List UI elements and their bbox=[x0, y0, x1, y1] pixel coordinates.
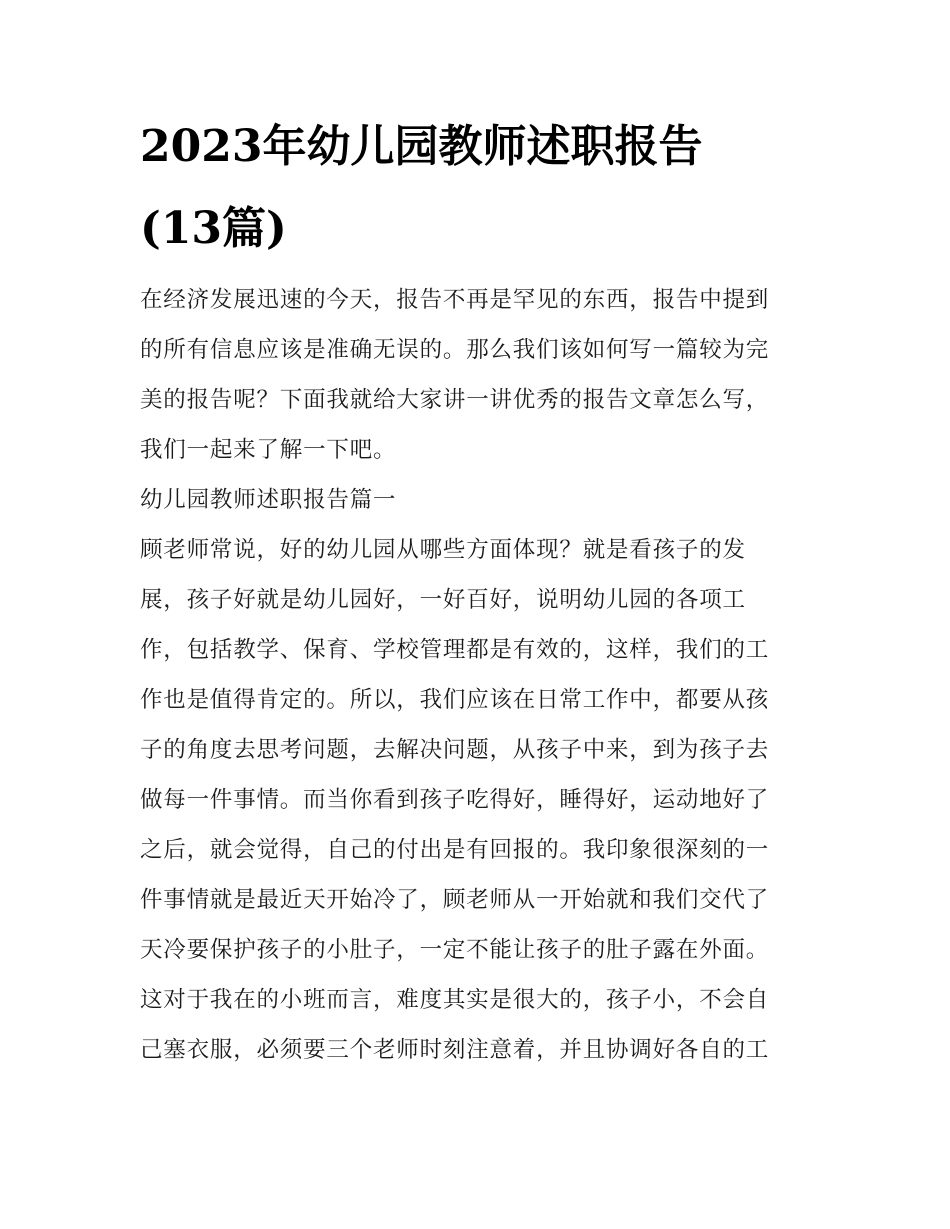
document-title-line-1: 2023年幼儿园教师述职报告 bbox=[140, 121, 703, 172]
body-line-6: 做每一件事情。而当你看到孩子吃得好，睡得好，运动地好了 bbox=[140, 787, 770, 813]
body-line-1: 顾老师常说，好的幼儿园从哪些方面体现？就是看孩子的发 bbox=[140, 537, 746, 563]
body-line-8: 件事情就是最近天开始冷了，顾老师从一开始就和我们交代了 bbox=[140, 887, 770, 913]
intro-line-4: 我们一起来了解一下吧。 bbox=[140, 437, 397, 463]
section-heading: 幼儿园教师述职报告篇一 bbox=[140, 487, 397, 513]
document-title-line-2: (13篇) bbox=[140, 203, 287, 254]
body-line-3: 作，包括教学、保育、学校管理都是有效的，这样，我们的工 bbox=[140, 637, 770, 663]
body-line-9: 天冷要保护孩子的小肚子，一定不能让孩子的肚子露在外面。 bbox=[140, 937, 770, 963]
intro-line-1: 在经济发展迅速的今天，报告不再是罕见的东西，报告中提到 bbox=[140, 287, 770, 313]
body-line-11: 己塞衣服，必须要三个老师时刻注意着，并且协调好各自的工 bbox=[140, 1037, 770, 1063]
intro-line-3: 美的报告呢？下面我就给大家讲一讲优秀的报告文章怎么写， bbox=[140, 387, 770, 413]
intro-line-2: 的所有信息应该是准确无误的。那么我们该如何写一篇较为完 bbox=[140, 337, 770, 363]
body-line-4: 作也是值得肯定的。所以，我们应该在日常工作中，都要从孩 bbox=[140, 687, 770, 713]
body-line-7: 之后，就会觉得，自己的付出是有回报的。我印象很深刻的一 bbox=[140, 837, 770, 863]
body-line-2: 展，孩子好就是幼儿园好，一好百好，说明幼儿园的各项工 bbox=[140, 587, 746, 613]
body-line-5: 子的角度去思考问题，去解决问题，从孩子中来，到为孩子去 bbox=[140, 737, 770, 763]
body-line-10: 这对于我在的小班而言，难度其实是很大的，孩子小，不会自 bbox=[140, 987, 770, 1013]
